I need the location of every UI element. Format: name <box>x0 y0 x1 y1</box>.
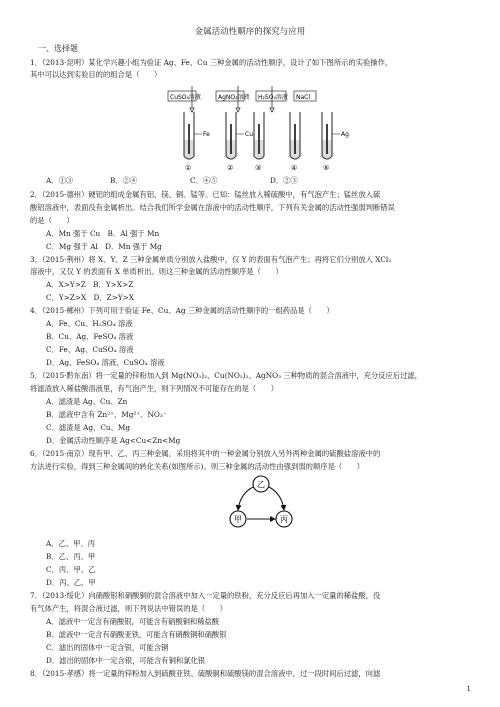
svg-text:NaCl: NaCl <box>296 94 311 101</box>
q2-options-ab: A．Mn 强于 Cu B．Al 强于 Mn <box>46 229 160 238</box>
q7-option-b: B．滤液中一定含有硝酸亚铁，可能含有硝酸铜和硝酸银 <box>46 630 227 639</box>
svg-text:CuSO₄溶液: CuSO₄溶液 <box>170 94 201 101</box>
q5-text-line2: 将滤渣放入稀盐酸溶液里，有气泡产生，则下列情况不可能存在的是（ ） <box>30 384 279 393</box>
q1-metal-label-cu: Cu <box>245 131 253 138</box>
q1-experiment-diagram <box>162 82 362 172</box>
q2-options-cd: C．Mg 强于 Al D．Mn 强于 Mg <box>46 242 162 251</box>
q6-option-b: B．乙、丙、甲 <box>46 552 96 561</box>
q1-tube-number-3: ③ <box>255 164 262 172</box>
q1-metal-label-fe: Fe <box>203 131 210 138</box>
svg-text:AgNO₃溶液: AgNO₃溶液 <box>218 94 250 101</box>
q1-option-a: A．①③ <box>46 176 74 185</box>
svg-text:丙: 丙 <box>280 515 288 524</box>
q3-options-cd: C．Y>Z>X D．Z>Y>X <box>46 293 134 302</box>
q1-text-line2: 其中可以达到实验目的的组合是（ ） <box>30 70 162 79</box>
q1-option-d: D．②③ <box>270 176 298 185</box>
q8-text-line1: 8．（2015·孝感）将一定量的锌粉加入到硫酸亚铁、硫酸铜和硫酸镁的混合溶液中，过一段时间后过滤，向滤 <box>30 669 381 678</box>
q1-tube-label-cuso4 <box>168 91 201 101</box>
q6-text-line1: 6．（2015·南京）现有甲、乙、丙三种金属，采用将其中的一种金属分别放入另外两种金属的硫酸盐溶液中的 <box>30 449 381 458</box>
q6-node-jia <box>230 511 246 527</box>
q5-text-line1: 5．（2015·黔东南）将一定量的锌粉加入到 Mg(NO₃)₂、Cu(NO₃)₂、AgNO₃ 三种物质的混合溶液中，充分反应后过滤， <box>30 371 422 380</box>
svg-text:H₂SO₄溶液: H₂SO₄溶液 <box>258 94 288 101</box>
q1-tube-number-5: ⑤ <box>323 164 330 172</box>
q7-option-d: D．滤出的固体中一定含银，可能含有铜和氯化银 <box>46 656 206 665</box>
page-number: 1 <box>466 685 471 693</box>
q4-option-a: A．Fe、Cu、H₂SO₄ 溶液 <box>46 319 133 328</box>
q5-option-a: A．滤渣是 Ag、Cu、Zn <box>46 397 128 406</box>
q1-tube-label-agno3 <box>216 91 250 101</box>
q6-option-a: A．乙、甲、丙 <box>46 539 96 548</box>
svg-text:甲: 甲 <box>234 515 242 524</box>
q2-text-line1: 2．（2015·德州）硬铝的组成金属有铝、镁、铜、锰等。已知：锰丝放入稀硫酸中，有气泡产生；锰丝放入硫 <box>30 190 381 199</box>
q7-option-a: A．滤液中一定含有硝酸银，可能含有硝酸铜和稀盐酸 <box>46 617 220 626</box>
q1-option-b: B．②④ <box>110 176 138 185</box>
q3-text-line2: 溶液中，又仅 Y 的表面有 X 单质析出。则这三种金属的活动性顺序是（ ） <box>30 267 283 276</box>
q5-option-c: C．滤渣是 Ag、Cu、Mg <box>46 423 131 432</box>
q4-option-d: D．Ag、FeSO₄ 溶液、CuSO₄ 溶液 <box>46 358 165 367</box>
q6-option-c: C．丙、甲、乙 <box>46 565 96 574</box>
q1-tube-label-nacl <box>294 91 316 101</box>
q5-option-b: B．滤液中含有 Zn²⁺、Mg²⁺、NO₃⁻ <box>46 410 167 419</box>
q6-node-yi <box>253 476 269 492</box>
q6-text-line2: 方法进行实验，得到三种金属间的转化关系(如图所示)。则三种金属的活动性由强到弱的顺序是（ ） <box>30 462 365 471</box>
q2-text-line3: 的是（ ） <box>30 216 74 225</box>
q1-metal-label-ag: Ag <box>341 131 349 138</box>
q7-option-c: C．滤出的固体中一定含银，可能含铜 <box>46 643 169 652</box>
q6-option-d: D．丙、乙、甲 <box>46 578 96 587</box>
svg-text:乙: 乙 <box>257 480 265 489</box>
q7-text-line2: 有气体产生，将混合液过滤，则下列说法中错误的是（ ） <box>30 604 228 613</box>
q3-options-ab: A．X>Y>Z B．Y>X>Z <box>46 280 134 289</box>
q2-text-line2: 酸铝溶液中，表面没有金属析出。结合我们所学金属在溶液中的活动性顺序，下列有关金属的活动性强弱判断错误 <box>30 203 395 212</box>
q1-text-line1: 1．（2013·昆明）某化学兴趣小组为验证 Ag、Fe、Cu 三种金属的活动性顺序，设计了如下图所示的实验操作， <box>30 58 393 67</box>
q1-option-c: C．④⑤ <box>190 176 218 185</box>
q5-option-d: D．金属活动性顺序是 Ag<Cu<Zn<Mg <box>46 436 181 445</box>
q6-node-bing <box>276 511 292 527</box>
q4-text-line1: 4．（2015·郴州）下列可用于验证 Fe、Cu、Ag 三种金属的活动性顺序的一组药品是（ ） <box>30 306 334 315</box>
q6-transformation-diagram <box>226 474 296 534</box>
q4-option-b: B．Cu、Ag、FeSO₄ 溶液 <box>46 332 134 341</box>
section-heading: 一、选择题 <box>38 44 78 53</box>
q4-option-c: C．Fe、Ag、CuSO₄ 溶液 <box>46 345 134 354</box>
q3-text-line1: 3．（2015·荆州）将 X、Y、Z 三种金属单质分别放入盐酸中，仅 Y 的表面有气泡产生；再将它们分别放入 XCl₂ <box>30 255 392 264</box>
document-title: 金属活动性顺序的探究与应用 <box>194 27 306 37</box>
q1-tube-number-1: ① <box>185 164 192 172</box>
q7-text-line1: 7．（2013·绥化）向硝酸银和硝酸铜的混合溶液中加入一定量的铁粉，充分反应后再加入一定量的稀盐酸，没 <box>30 591 381 600</box>
q1-tube-number-4: ④ <box>291 164 298 172</box>
q1-tube-number-2: ② <box>227 164 234 172</box>
